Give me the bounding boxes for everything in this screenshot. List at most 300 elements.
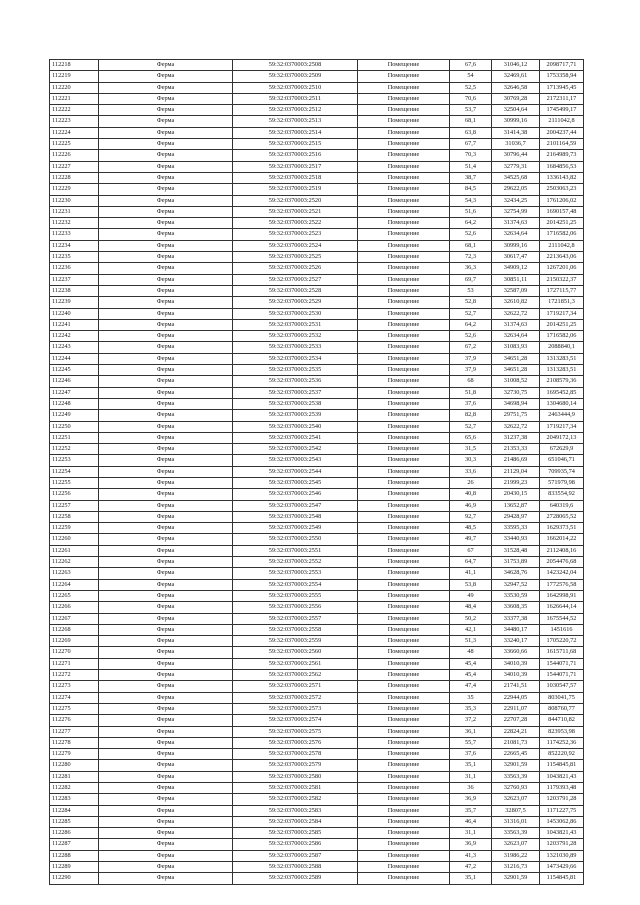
table-row (50, 297, 584, 308)
cadastral-number-cell: 59:32:0370003:2538 (233, 398, 358, 409)
table-row (50, 60, 584, 71)
cadastral-value-cell: 1313283,51 (540, 365, 584, 376)
record-id-cell: 112237 (50, 274, 99, 285)
object-type-cell: Ферма (99, 771, 233, 782)
record-id-cell: 112233 (50, 229, 99, 240)
cadastral-value-cell: 1716582,06 (540, 229, 584, 240)
cadastral-number-cell: 59:32:0370003:2528 (233, 285, 358, 296)
cadastral-value-cell: 2111042,8 (540, 240, 584, 251)
cadastral-number-cell: 59:32:0370003:2560 (233, 647, 358, 658)
cadastral-number-cell: 59:32:0370003:2574 (233, 715, 358, 726)
record-id-cell: 112257 (50, 500, 99, 511)
object-kind-cell: Помещение (358, 828, 450, 839)
cadastral-value-cell: 1716582,06 (540, 331, 584, 342)
unit-value-cell: 29428,97 (492, 511, 540, 522)
object-type-cell: Ферма (99, 297, 233, 308)
cadastral-value-cell: 1171227,75 (540, 805, 584, 816)
unit-value-cell: 32730,75 (492, 387, 540, 398)
record-id-cell: 112234 (50, 240, 99, 251)
cadastral-number-cell: 59:32:0370003:2583 (233, 805, 358, 816)
cadastral-value-cell: 2463444,9 (540, 410, 584, 421)
record-id-cell: 112228 (50, 172, 99, 183)
object-type-cell: Ферма (99, 783, 233, 794)
area-cell: 52,6 (450, 229, 492, 240)
area-cell: 31,5 (450, 444, 492, 455)
record-id-cell: 112241 (50, 319, 99, 330)
cadastral-number-cell: 59:32:0370003:2582 (233, 794, 358, 805)
area-cell: 51,8 (450, 387, 492, 398)
unit-value-cell: 22911,07 (492, 703, 540, 714)
object-type-cell: Ферма (99, 703, 233, 714)
record-id-cell: 112224 (50, 127, 99, 138)
object-type-cell: Ферма (99, 421, 233, 432)
object-type-cell: Ферма (99, 93, 233, 104)
cadastral-number-cell: 59:32:0370003:2541 (233, 432, 358, 443)
area-cell: 37,6 (450, 398, 492, 409)
unit-value-cell: 33377,38 (492, 613, 540, 624)
table-row (50, 636, 584, 647)
unit-value-cell: 22707,28 (492, 715, 540, 726)
object-type-cell: Ферма (99, 523, 233, 534)
table-row (50, 161, 584, 172)
cadastral-number-cell: 59:32:0370003:2555 (233, 590, 358, 601)
cadastral-value-cell: 2172311,17 (540, 93, 584, 104)
area-cell: 36,3 (450, 263, 492, 274)
cadastral-value-cell: 1684856,53 (540, 161, 584, 172)
unit-value-cell: 31414,38 (492, 127, 540, 138)
cadastral-number-cell: 59:32:0370003:2531 (233, 319, 358, 330)
cadastral-number-cell: 59:32:0370003:2554 (233, 579, 358, 590)
cadastral-value-cell: 1690157,48 (540, 206, 584, 217)
cadastral-value-cell: 1423242,04 (540, 568, 584, 579)
record-id-cell: 112251 (50, 432, 99, 443)
unit-value-cell: 31753,89 (492, 557, 540, 568)
object-kind-cell: Помещение (358, 816, 450, 827)
cadastral-number-cell: 59:32:0370003:2551 (233, 545, 358, 556)
table-row (50, 398, 584, 409)
cadastral-number-cell: 59:32:0370003:2537 (233, 387, 358, 398)
table-row (50, 71, 584, 82)
area-cell: 53,7 (450, 105, 492, 116)
record-id-cell: 112277 (50, 726, 99, 737)
area-cell: 48 (450, 647, 492, 658)
unit-value-cell: 33563,39 (492, 828, 540, 839)
object-type-cell: Ферма (99, 590, 233, 601)
area-cell: 45,4 (450, 658, 492, 669)
cadastral-number-cell: 59:32:0370003:2511 (233, 93, 358, 104)
record-id-cell: 112236 (50, 263, 99, 274)
cadastral-value-cell: 1727115,77 (540, 285, 584, 296)
object-kind-cell: Помещение (358, 116, 450, 127)
object-kind-cell: Помещение (358, 624, 450, 635)
object-type-cell: Ферма (99, 850, 233, 861)
object-kind-cell: Помещение (358, 376, 450, 387)
record-id-cell: 112220 (50, 82, 99, 93)
cadastral-value-cell: 1745499,17 (540, 105, 584, 116)
object-type-cell: Ферма (99, 715, 233, 726)
unit-value-cell: 31374,63 (492, 218, 540, 229)
table-row (50, 771, 584, 782)
cadastral-value-table (49, 59, 584, 885)
unit-value-cell: 32760,93 (492, 783, 540, 794)
record-id-cell: 112280 (50, 760, 99, 771)
unit-value-cell: 31216,73 (492, 862, 540, 873)
record-id-cell: 112261 (50, 545, 99, 556)
area-cell: 41,3 (450, 850, 492, 861)
object-kind-cell: Помещение (358, 319, 450, 330)
object-kind-cell: Помещение (358, 545, 450, 556)
area-cell: 54,3 (450, 195, 492, 206)
cadastral-value-cell: 571979,98 (540, 477, 584, 488)
record-id-cell: 112278 (50, 737, 99, 748)
cadastral-number-cell: 59:32:0370003:2521 (233, 206, 358, 217)
table-row (50, 749, 584, 760)
object-type-cell: Ферма (99, 285, 233, 296)
cadastral-value-cell: 672629,9 (540, 444, 584, 455)
table-row (50, 432, 584, 443)
object-type-cell: Ферма (99, 308, 233, 319)
cadastral-number-cell: 59:32:0370003:2512 (233, 105, 358, 116)
table-row (50, 613, 584, 624)
object-kind-cell: Помещение (358, 636, 450, 647)
cadastral-number-cell: 59:32:0370003:2524 (233, 240, 358, 251)
area-cell: 46,9 (450, 500, 492, 511)
cadastral-value-cell: 1336143,82 (540, 172, 584, 183)
object-kind-cell: Помещение (358, 613, 450, 624)
unit-value-cell: 33608,35 (492, 602, 540, 613)
object-kind-cell: Помещение (358, 206, 450, 217)
cadastral-number-cell: 59:32:0370003:2589 (233, 873, 358, 884)
cadastral-value-cell: 1626644,14 (540, 602, 584, 613)
cadastral-number-cell: 59:32:0370003:2588 (233, 862, 358, 873)
unit-value-cell: 32646,58 (492, 82, 540, 93)
object-kind-cell: Помещение (358, 749, 450, 760)
cadastral-value-cell: 1473429,66 (540, 862, 584, 873)
record-id-cell: 112264 (50, 579, 99, 590)
cadastral-number-cell: 59:32:0370003:2572 (233, 692, 358, 703)
object-kind-cell: Помещение (358, 850, 450, 861)
cadastral-number-cell: 59:32:0370003:2580 (233, 771, 358, 782)
object-type-cell: Ферма (99, 647, 233, 658)
area-cell: 41,1 (450, 568, 492, 579)
unit-value-cell: 29622,05 (492, 184, 540, 195)
table-row (50, 263, 584, 274)
cadastral-number-cell: 59:32:0370003:2573 (233, 703, 358, 714)
area-cell: 35,3 (450, 703, 492, 714)
cadastral-value-cell: 2088840,1 (540, 342, 584, 353)
cadastral-number-cell: 59:32:0370003:2556 (233, 602, 358, 613)
cadastral-number-cell: 59:32:0370003:2559 (233, 636, 358, 647)
record-id-cell: 112283 (50, 794, 99, 805)
record-id-cell: 112288 (50, 850, 99, 861)
object-type-cell: Ферма (99, 681, 233, 692)
cadastral-number-cell: 59:32:0370003:2579 (233, 760, 358, 771)
area-cell: 33,6 (450, 466, 492, 477)
record-id-cell: 112256 (50, 489, 99, 500)
table-row (50, 342, 584, 353)
object-type-cell: Ферма (99, 466, 233, 477)
area-cell: 37,6 (450, 749, 492, 760)
table-row (50, 624, 584, 635)
cadastral-value-cell: 1451616 (540, 624, 584, 635)
cadastral-value-cell: 852220,92 (540, 749, 584, 760)
unit-value-cell: 31316,01 (492, 816, 540, 827)
record-id-cell: 112240 (50, 308, 99, 319)
record-id-cell: 112289 (50, 862, 99, 873)
cadastral-value-cell: 1030547,57 (540, 681, 584, 692)
area-cell: 40,8 (450, 489, 492, 500)
table-row (50, 331, 584, 342)
record-id-cell: 112230 (50, 195, 99, 206)
area-cell: 31,1 (450, 828, 492, 839)
unit-value-cell: 32469,61 (492, 71, 540, 82)
cadastral-value-cell: 1544071,71 (540, 658, 584, 669)
unit-value-cell: 32947,52 (492, 579, 540, 590)
cadastral-number-cell: 59:32:0370003:2575 (233, 726, 358, 737)
object-type-cell: Ферма (99, 816, 233, 827)
cadastral-number-cell: 59:32:0370003:2510 (233, 82, 358, 93)
object-type-cell: Ферма (99, 726, 233, 737)
unit-value-cell: 32754,99 (492, 206, 540, 217)
cadastral-value-cell: 2014251,25 (540, 319, 584, 330)
record-id-cell: 112262 (50, 557, 99, 568)
area-cell: 36,9 (450, 794, 492, 805)
cadastral-number-cell: 59:32:0370003:2525 (233, 252, 358, 263)
object-kind-cell: Помещение (358, 534, 450, 545)
record-id-cell: 112258 (50, 511, 99, 522)
object-kind-cell: Помещение (358, 274, 450, 285)
area-cell: 51,3 (450, 636, 492, 647)
unit-value-cell: 32901,59 (492, 760, 540, 771)
table-row (50, 285, 584, 296)
area-cell: 35,7 (450, 805, 492, 816)
unit-value-cell: 30617,47 (492, 252, 540, 263)
record-id-cell: 112235 (50, 252, 99, 263)
object-type-cell: Ферма (99, 161, 233, 172)
cadastral-value-cell: 808760,77 (540, 703, 584, 714)
area-cell: 50,2 (450, 613, 492, 624)
record-id-cell: 112267 (50, 613, 99, 624)
object-kind-cell: Помещение (358, 455, 450, 466)
area-cell: 64,2 (450, 319, 492, 330)
record-id-cell: 112225 (50, 139, 99, 150)
record-id-cell: 112253 (50, 455, 99, 466)
cadastral-value-cell: 1304680,14 (540, 398, 584, 409)
object-kind-cell: Помещение (358, 432, 450, 443)
area-cell: 67,6 (450, 60, 492, 71)
object-kind-cell: Помещение (358, 692, 450, 703)
cadastral-number-cell: 59:32:0370003:2518 (233, 172, 358, 183)
cadastral-value-cell: 1719217,34 (540, 308, 584, 319)
unit-value-cell: 30999,16 (492, 240, 540, 251)
record-id-cell: 112245 (50, 365, 99, 376)
object-kind-cell: Помещение (358, 681, 450, 692)
object-kind-cell: Помещение (358, 229, 450, 240)
table-row (50, 703, 584, 714)
area-cell: 92,7 (450, 511, 492, 522)
area-cell: 36 (450, 783, 492, 794)
unit-value-cell: 34909,12 (492, 263, 540, 274)
object-kind-cell: Помещение (358, 805, 450, 816)
table-row (50, 93, 584, 104)
object-kind-cell: Помещение (358, 444, 450, 455)
table-row (50, 252, 584, 263)
cadastral-value-cell: 709935,74 (540, 466, 584, 477)
cadastral-number-cell: 59:32:0370003:2578 (233, 749, 358, 760)
unit-value-cell: 30769,28 (492, 93, 540, 104)
area-cell: 68 (450, 376, 492, 387)
object-kind-cell: Помещение (358, 658, 450, 669)
cadastral-value-cell: 2108579,36 (540, 376, 584, 387)
object-type-cell: Ферма (99, 172, 233, 183)
object-type-cell: Ферма (99, 432, 233, 443)
table-row (50, 647, 584, 658)
object-type-cell: Ферма (99, 839, 233, 850)
cadastral-number-cell: 59:32:0370003:2562 (233, 670, 358, 681)
record-id-cell: 112273 (50, 681, 99, 692)
cadastral-value-cell: 1705220,72 (540, 636, 584, 647)
cadastral-number-cell: 59:32:0370003:2571 (233, 681, 358, 692)
area-cell: 37,9 (450, 353, 492, 364)
area-cell: 70,6 (450, 93, 492, 104)
record-id-cell: 112271 (50, 658, 99, 669)
unit-value-cell: 21353,33 (492, 444, 540, 455)
table-row (50, 274, 584, 285)
cadastral-number-cell: 59:32:0370003:2550 (233, 534, 358, 545)
object-kind-cell: Помещение (358, 579, 450, 590)
record-id-cell: 112244 (50, 353, 99, 364)
cadastral-number-cell: 59:32:0370003:2530 (233, 308, 358, 319)
object-type-cell: Ферма (99, 376, 233, 387)
area-cell: 53,8 (450, 579, 492, 590)
cadastral-value-cell: 1695452,85 (540, 387, 584, 398)
cadastral-value-cell: 1154845,81 (540, 760, 584, 771)
object-kind-cell: Помещение (358, 82, 450, 93)
unit-value-cell: 30999,16 (492, 116, 540, 127)
cadastral-value-cell: 1203791,28 (540, 839, 584, 850)
table-row (50, 353, 584, 364)
object-kind-cell: Помещение (358, 331, 450, 342)
cadastral-number-cell: 59:32:0370003:2513 (233, 116, 358, 127)
object-kind-cell: Помещение (358, 726, 450, 737)
object-kind-cell: Помещение (358, 715, 450, 726)
cadastral-value-cell: 1615711,68 (540, 647, 584, 658)
area-cell: 67,7 (450, 139, 492, 150)
object-kind-cell: Помещение (358, 477, 450, 488)
cadastral-value-cell: 1772576,58 (540, 579, 584, 590)
cadastral-number-cell: 59:32:0370003:2558 (233, 624, 358, 635)
cadastral-number-cell: 59:32:0370003:2542 (233, 444, 358, 455)
table-row (50, 862, 584, 873)
object-type-cell: Ферма (99, 60, 233, 71)
unit-value-cell: 21081,73 (492, 737, 540, 748)
cadastral-number-cell: 59:32:0370003:2581 (233, 783, 358, 794)
object-kind-cell: Помещение (358, 285, 450, 296)
object-kind-cell: Помещение (358, 489, 450, 500)
cadastral-value-cell: 2004237,44 (540, 127, 584, 138)
record-id-cell: 112274 (50, 692, 99, 703)
unit-value-cell: 34010,39 (492, 670, 540, 681)
table-row (50, 760, 584, 771)
unit-value-cell: 32504,64 (492, 105, 540, 116)
object-type-cell: Ферма (99, 410, 233, 421)
unit-value-cell: 32779,31 (492, 161, 540, 172)
cadastral-number-cell: 59:32:0370003:2546 (233, 489, 358, 500)
table-row (50, 602, 584, 613)
cadastral-value-cell: 1713945,45 (540, 82, 584, 93)
table-row (50, 873, 584, 884)
area-cell: 35,1 (450, 760, 492, 771)
object-type-cell: Ферма (99, 274, 233, 285)
area-cell: 26 (450, 477, 492, 488)
table-row (50, 421, 584, 432)
unit-value-cell: 32622,72 (492, 308, 540, 319)
record-id-cell: 112260 (50, 534, 99, 545)
object-type-cell: Ферма (99, 252, 233, 263)
record-id-cell: 112252 (50, 444, 99, 455)
table-row (50, 500, 584, 511)
object-kind-cell: Помещение (358, 839, 450, 850)
table-row (50, 828, 584, 839)
record-id-cell: 112279 (50, 749, 99, 760)
unit-value-cell: 31528,48 (492, 545, 540, 556)
object-type-cell: Ферма (99, 760, 233, 771)
object-kind-cell: Помещение (358, 557, 450, 568)
table-row (50, 82, 584, 93)
cadastral-value-cell: 1453062,86 (540, 816, 584, 827)
table-row (50, 658, 584, 669)
table-row (50, 195, 584, 206)
cadastral-value-cell: 1321030,89 (540, 850, 584, 861)
object-type-cell: Ферма (99, 602, 233, 613)
area-cell: 49,7 (450, 534, 492, 545)
table-row (50, 511, 584, 522)
table-row (50, 568, 584, 579)
unit-value-cell: 29751,75 (492, 410, 540, 421)
object-type-cell: Ферма (99, 658, 233, 669)
object-type-cell: Ферма (99, 127, 233, 138)
cadastral-number-cell: 59:32:0370003:2547 (233, 500, 358, 511)
cadastral-number-cell: 59:32:0370003:2515 (233, 139, 358, 150)
cadastral-number-cell: 59:32:0370003:2576 (233, 737, 358, 748)
object-type-cell: Ферма (99, 489, 233, 500)
area-cell: 84,5 (450, 184, 492, 195)
record-id-cell: 112231 (50, 206, 99, 217)
record-id-cell: 112265 (50, 590, 99, 601)
area-cell: 67,2 (450, 342, 492, 353)
unit-value-cell: 20430,15 (492, 489, 540, 500)
table-row (50, 557, 584, 568)
record-id-cell: 112219 (50, 71, 99, 82)
table-row (50, 737, 584, 748)
cadastral-number-cell: 59:32:0370003:2534 (233, 353, 358, 364)
area-cell: 51,6 (450, 206, 492, 217)
unit-value-cell: 32634,64 (492, 331, 540, 342)
object-kind-cell: Помещение (358, 71, 450, 82)
unit-value-cell: 34525,68 (492, 172, 540, 183)
cadastral-value-cell: 2164989,73 (540, 150, 584, 161)
unit-value-cell: 22665,45 (492, 749, 540, 760)
object-type-cell: Ферма (99, 624, 233, 635)
cadastral-number-cell: 59:32:0370003:2514 (233, 127, 358, 138)
object-kind-cell: Помещение (358, 568, 450, 579)
object-kind-cell: Помещение (358, 93, 450, 104)
unit-value-cell: 32622,72 (492, 421, 540, 432)
table-row (50, 466, 584, 477)
object-kind-cell: Помещение (358, 771, 450, 782)
unit-value-cell: 32610,82 (492, 297, 540, 308)
object-kind-cell: Помещение (358, 240, 450, 251)
